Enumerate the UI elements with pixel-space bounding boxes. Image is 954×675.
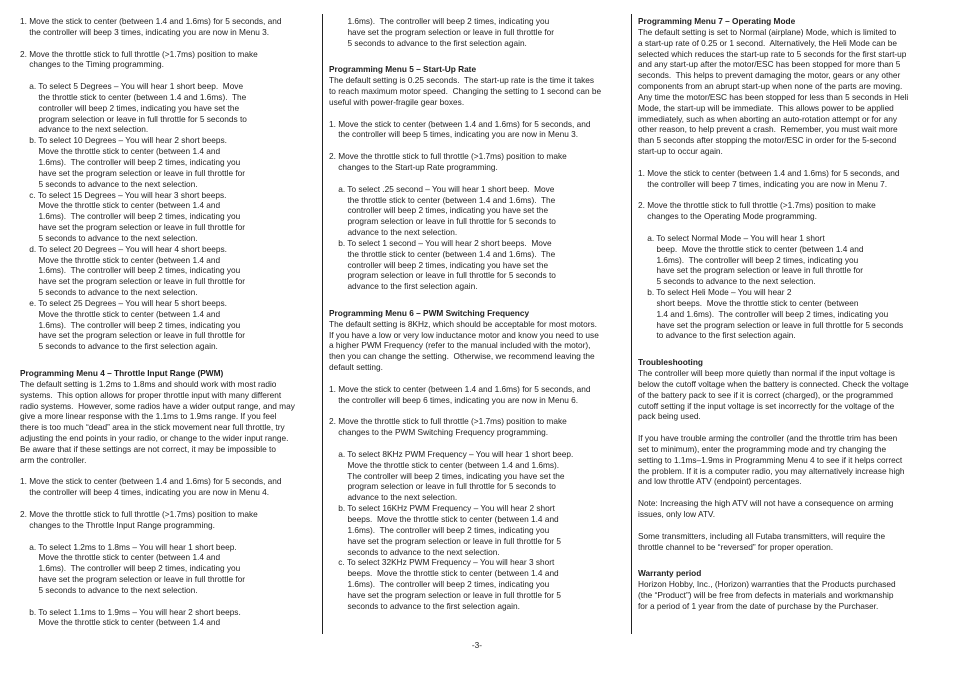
text-line: program selection or leave in full throttle for 5 seconds to (20, 113, 247, 124)
text-line: b. To select 1.1ms to 1.9ms – You will hear 2 short beeps. (20, 606, 241, 617)
text-line: have set the program selection or leave in full throttle for (20, 574, 246, 585)
text-line: than 5 seconds after stopping the motor/ESC in order for the 5-second (638, 135, 897, 146)
text-line: default setting. (329, 362, 383, 373)
text-line: to advance to the first selection again. (638, 330, 796, 341)
section-heading: Troubleshooting (638, 357, 703, 368)
page-number: -3- (471, 640, 483, 650)
text-line: changes to the Start-up Rate programming. (329, 161, 498, 172)
text-line: have set the program selection or leave in full throttle for 5 (329, 535, 561, 546)
text-line: selected which reduces the start-up rate to 5 seconds for the first start-up (638, 48, 907, 59)
section-heading: Warranty period (638, 568, 702, 579)
text-line: b. To select 16KHz PWM Frequency – You will hear 2 short (329, 503, 555, 514)
text-line: 5 seconds to advance to the next selection. (20, 232, 198, 243)
text-line: and any start-up after the motor/ESC has been stopped for more than 5 (638, 59, 901, 70)
text-line: changes to the Operating Mode programming. (638, 211, 817, 222)
column-3 (638, 16, 934, 612)
text-line: adjusting the end points in your radio, or change to the wider input range. (20, 433, 289, 444)
text-line: 1. Move the stick to center (between 1.4 and 1.6ms) for 5 seconds, and (329, 383, 591, 394)
text-line: to reach maximum motor speed. Changing the setting to 1 second can be (329, 86, 602, 97)
text-line: setting to 1.1ms–1.9ms in Programming Menu 4 to see if it helps correct (638, 454, 903, 465)
text-line: 1.4 and 1.6ms). The controller will beep 2 times, indicating you (638, 308, 889, 319)
text-line: 2. Move the throttle stick to full throttle (>1.7ms) position to make (329, 151, 567, 162)
text-line: The default setting is set to Normal (airplane) Mode, which is limited to (638, 26, 897, 37)
text-line: Be aware that if these settings are not correct, it may be impossible to (20, 443, 276, 454)
text-line: have set the program selection or leave in full throttle for (20, 222, 246, 233)
text-line: 5 seconds to advance to the first selection again. (20, 341, 218, 352)
text-line: controller will beep 2 times, indicating you have set the (329, 259, 549, 270)
text-line: Move the throttle stick to center (between 1.4 and (20, 617, 221, 628)
text-line: a. To select .25 second – You will hear 1 short beep. Move (329, 183, 555, 194)
text-line: program selection or leave in full throttle for 5 seconds to (329, 270, 556, 281)
text-line: c. To select 15 Degrees – You will hear 3 short beeps. (20, 189, 227, 200)
text-line: have set the program selection or leave in full throttle for (20, 276, 246, 287)
text-line: 5 seconds to advance to the first selection again. (329, 37, 527, 48)
text-line: useful with power-fragile gear boxes. (329, 96, 465, 107)
text-line: 1. Move the stick to center (between 1.4 and 1.6ms) for 5 seconds, and (329, 118, 591, 129)
text-line: start-up to occur again. (638, 146, 723, 157)
text-line: other reason, to help prevent a crash. Remember, you must wait more (638, 124, 898, 135)
text-line: beep. Move the throttle stick to center (between 1.4 and (638, 243, 864, 254)
text-line: pack being used. (638, 411, 701, 422)
text-line: If you have a low or very low inductance motor and know you need to use (329, 329, 599, 340)
text-line: 5 seconds to advance to the next selection. (20, 584, 198, 595)
text-line: 1. Move the stick to center (between 1.4 and 1.6ms) for 5 seconds, and (20, 16, 282, 26)
text-line: issues, only low ATV. (638, 508, 716, 519)
column-1 (20, 16, 318, 628)
column-divider (322, 14, 323, 634)
text-line: 1.6ms). The controller will beep 2 times, indicating you (638, 254, 859, 265)
text-line: have set the program selection or leave in full throttle for 5 seconds (638, 319, 904, 330)
text-line: for a period of 1 year from the date of purchase by the Purchaser. (638, 600, 879, 611)
section-heading: Programming Menu 5 – Start-Up Rate (329, 64, 477, 75)
text-line: a. To select 1.2ms to 1.8ms – You will hear 1 short beep. (20, 541, 237, 552)
text-line: 2. Move the throttle stick to full throttle (>1.7ms) position to make (329, 416, 567, 427)
section-heading: Programming Menu 6 – PWM Switching Frequency (329, 307, 530, 318)
text-line: advance to the next selection. (329, 492, 458, 503)
text-line: give a more linear response with the 1.1ms to 1.9ms range. If you feel (20, 411, 277, 422)
text-line: d. To select 20 Degrees – You will hear 4 short beeps. (20, 243, 227, 254)
text-line: The default setting is 0.25 seconds. The start-up rate is the time it takes (329, 75, 595, 86)
text-line: the throttle stick to center (between 1.4 and 1.6ms). The (20, 91, 247, 102)
text-line: a. To select 5 Degrees – You will hear 1 short beep. Move (20, 81, 244, 92)
text-line: advance to the next selection. (20, 124, 149, 135)
text-line: the throttle stick to center (between 1.4 and 1.6ms). The (329, 194, 556, 205)
text-line: Move the throttle stick to center (between 1.4 and (20, 308, 221, 319)
text-line: If you have trouble arming the controller (and the throttle trim has been (638, 433, 898, 444)
text-line: Any time the motor/ESC has been stopped for less than 5 seconds in Heli (638, 91, 909, 102)
text-line: the throttle stick to center (between 1.4 and 1.6ms). The (329, 248, 556, 259)
text-line: systems. This option allows for proper throttle input with many different (20, 389, 282, 400)
text-line: 1.6ms). The controller will beep 2 times, indicating you (20, 211, 241, 222)
text-line: there is too much “dead” area in the stick movement near full throttle, try (20, 422, 285, 433)
text-line: 5 seconds to advance to the next selection. (638, 276, 816, 287)
text-line: 1.6ms). The controller will beep 2 times, indicating you (20, 319, 241, 330)
text-line: have set the program selection or leave in full throttle for 5 (329, 589, 561, 600)
text-line: set to minimum), enter the programming mode and try changing the (638, 443, 887, 454)
text-line: Move the throttle stick to center (between 1.4 and 1.6ms). (329, 459, 560, 470)
text-line: immediately, such as when aborting an auto-rotation attempt or for any (638, 113, 898, 124)
text-line: the controller will beep 6 times, indicating you are now in Menu 6. (329, 394, 579, 405)
section-heading: Programming Menu 4 – Throttle Input Range (PWM) (20, 368, 224, 378)
text-line: the problem. If it is a computer radio, you may alternatively increase high (638, 465, 905, 476)
text-line: a. To select Normal Mode – You will hear 1 short (638, 232, 825, 243)
text-line: e. To select 25 Degrees – You will hear 5 short beeps. (20, 297, 227, 308)
text-line: a. To select 8KHz PWM Frequency – You will hear 1 short beep. (329, 448, 574, 459)
text-line: 1.6ms). The controller will beep 2 times, indicating you (329, 16, 550, 26)
text-line: have set the program selection or leave in full throttle for (20, 167, 246, 178)
text-line: Note: Increasing the high ATV will not have a consequence on arming (638, 498, 894, 509)
text-line: 1. Move the stick to center (between 1.4 and 1.6ms) for 5 seconds, and (20, 476, 282, 487)
text-line: 2. Move the throttle stick to full throttle (>1.7ms) position to make (20, 508, 258, 519)
text-line: 5 seconds to advance to the next selection. (20, 287, 198, 298)
text-line: have set the program selection or leave in full throttle for (329, 26, 555, 37)
text-line: The default setting is 1.2ms to 1.8ms and should work with most radio (20, 378, 277, 389)
text-line: c. To select 32KHz PWM Frequency – You will hear 3 short (329, 557, 555, 568)
text-line: b. To select 1 second – You will hear 2 short beeps. Move (329, 237, 552, 248)
text-line: below the cutoff voltage when the battery is connected. Check the voltage (638, 378, 909, 389)
text-line: 1.6ms). The controller will beep 2 times, indicating you (329, 579, 550, 590)
text-line: 2. Move the throttle stick to full throttle (>1.7ms) position to make (20, 48, 258, 59)
text-line: advance to the next selection. (329, 227, 458, 238)
text-line: The controller will beep more quietly than normal if the input voltage is (638, 368, 895, 378)
text-line: seconds to advance to the next selection. (329, 546, 500, 557)
text-line: short beeps. Move the throttle stick to center (between (638, 297, 859, 308)
text-line: have set the program selection or leave in full throttle for (638, 265, 864, 276)
text-line: the controller will beep 5 times, indicating you are now in Menu 3. (329, 129, 579, 140)
section-heading: Programming Menu 7 – Operating Mode (638, 16, 796, 26)
text-line: the controller will beep 7 times, indicating you are now in Menu 7. (638, 178, 888, 189)
text-line: of the battery pack to see if it is correct (charged), or the programmed (638, 389, 894, 400)
text-line: 1.6ms). The controller will beep 2 times, indicating you (20, 156, 241, 167)
text-line: 1. Move the stick to center (between 1.4 and 1.6ms) for 5 seconds, and (638, 167, 900, 178)
text-line: a start-up rate of 0.25 or 1 second. Alternatively, the Heli Mode can be (638, 37, 898, 48)
text-line: 1.6ms). The controller will beep 2 times, indicating you (20, 563, 241, 574)
text-line: controller will beep 2 times, indicating you have set the (20, 102, 240, 113)
text-line: throttle channel to be “reversed” for proper operation. (638, 541, 834, 552)
text-line: Mode, the start-up will be immediate. This allows power to be applied (638, 102, 894, 113)
text-line: 5 seconds to advance to the next selection. (20, 178, 198, 189)
text-line: Move the throttle stick to center (between 1.4 and (20, 146, 221, 157)
text-line: seconds. This helps to prevent damaging the motor, gears or any other (638, 70, 901, 81)
column-divider (631, 14, 632, 634)
text-line: (the “Product”) will be free from defects in materials and workmanship (638, 589, 894, 600)
text-line: Move the throttle stick to center (between 1.4 and (20, 552, 221, 563)
text-line: the controller will beep 3 times, indicating you are now in Menu 3. (20, 26, 270, 37)
text-line: advance to the first selection again. (329, 281, 478, 292)
text-line: changes to the Throttle Input Range programming. (20, 519, 215, 530)
text-line: beeps. Move the throttle stick to center (between 1.4 and (329, 513, 559, 524)
text-line: 2. Move the throttle stick to full throttle (>1.7ms) position to make (638, 200, 876, 211)
text-line: The controller will beep 2 times, indicating you have set the (329, 470, 565, 481)
column-2 (329, 16, 625, 612)
text-line: changes to the Timing programming. (20, 59, 164, 70)
text-line: b. To select Heli Mode – You will hear 2 (638, 287, 792, 298)
text-line: program selection or leave in full throttle for 5 seconds to (329, 481, 556, 492)
text-line: seconds to advance to the first selection again. (329, 600, 520, 611)
text-line: changes to the PWM Switching Frequency programming. (329, 427, 549, 438)
text-line: 1.6ms). The controller will beep 2 times, indicating you (20, 265, 241, 276)
text-line: The default setting is 8KHz, which should be acceptable for most motors. (329, 318, 597, 329)
text-line: have set the program selection or leave in full throttle for (20, 330, 246, 341)
text-line: radio systems. However, some radios have a wider output range, and may (20, 400, 295, 411)
text-line: beeps. Move the throttle stick to center (between 1.4 and (329, 568, 559, 579)
text-line: Move the throttle stick to center (between 1.4 and (20, 200, 221, 211)
text-line: b. To select 10 Degrees – You will hear 2 short beeps. (20, 135, 227, 146)
text-line: cutoff setting if the input voltage is set incorrectly for the voltage of the (638, 400, 895, 411)
text-line: arm the controller. (20, 454, 87, 465)
text-line: program selection or leave in full throttle for 5 seconds to (329, 216, 556, 227)
text-line: the controller will beep 4 times, indicating you are now in Menu 4. (20, 487, 270, 498)
text-line: controller will beep 2 times, indicating you have set the (329, 205, 549, 216)
text-line: Move the throttle stick to center (between 1.4 and (20, 254, 221, 265)
text-line: and low throttle ATV (endpoint) percentages. (638, 476, 802, 487)
text-line: Horizon Hobby, Inc., (Horizon) warranties that the Products purchased (638, 579, 896, 590)
text-line: 1.6ms). The controller will beep 2 times, indicating you (329, 524, 550, 535)
text-line: a higher PWM Frequency (refer to the manual included with the motor), (329, 340, 591, 351)
text-line: Some transmitters, including all Futaba transmitters, will require the (638, 530, 886, 541)
text-line: components from an abrupt start-up when none of the parts are moving. (638, 81, 903, 92)
text-line: then you can change the setting. Otherwise, we recommend leaving the (329, 351, 595, 362)
